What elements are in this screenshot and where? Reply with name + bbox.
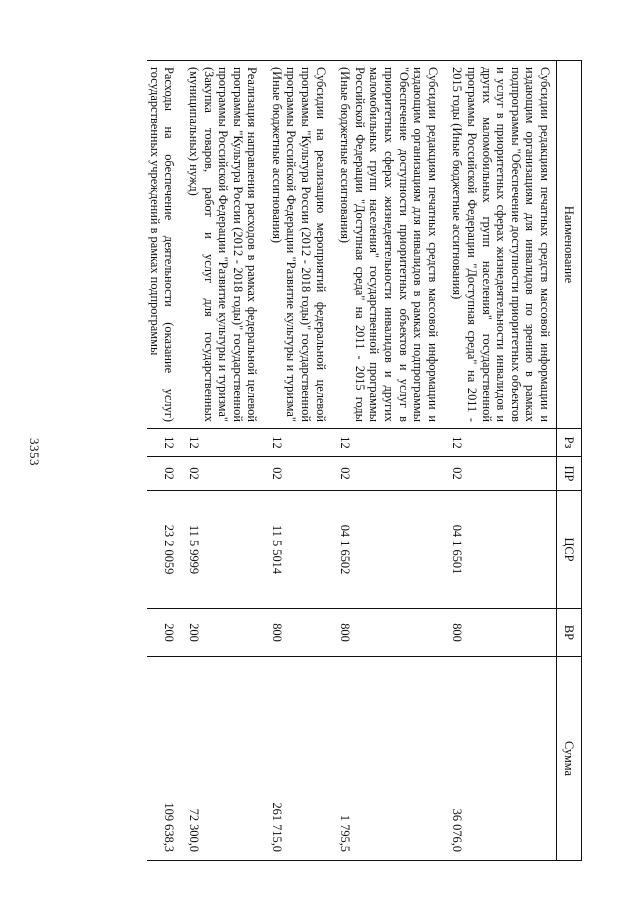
row-sum: 109 638,3 (147, 657, 180, 861)
row-csr: 11 5 5014 (263, 491, 331, 609)
row-rz: 12 (332, 429, 444, 457)
row-vr: 800 (444, 609, 557, 657)
row-csr: 04 1 6501 (444, 491, 557, 609)
budget-table (147, 60, 582, 861)
row-rz: 12 (444, 429, 557, 457)
row-csr: 11 5 9999 (180, 491, 263, 609)
row-vr: 800 (332, 609, 444, 657)
row-csr: 23 2 0059 (147, 491, 180, 609)
row-pr: 02 (263, 457, 331, 491)
row-sum: 72 300,0 (180, 657, 263, 861)
row-name: Расходы на обеспечение деятельности (оказание услуг) государственных учреждений в рамках подпрограммы (147, 61, 180, 429)
row-pr: 02 (332, 457, 444, 491)
row-vr: 200 (147, 609, 180, 657)
row-pr: 02 (180, 457, 263, 491)
row-sum: 261 715,0 (263, 657, 331, 861)
row-rz: 12 (147, 429, 180, 457)
header-pr: ПР (557, 457, 582, 491)
row-rz: 12 (263, 429, 331, 457)
table-row (147, 61, 180, 861)
table-header-row (557, 61, 582, 861)
header-sum: Сумма (557, 657, 582, 861)
row-csr: 04 1 6502 (332, 491, 444, 609)
header-name: Наименование (557, 61, 582, 429)
row-rz: 12 (180, 429, 263, 457)
table-row (332, 61, 444, 861)
page-number: 3353 (27, 438, 42, 466)
header-csr: ЦСР (557, 491, 582, 609)
row-vr: 200 (180, 609, 263, 657)
table-row (444, 61, 557, 861)
row-name: Субсидии редакциям печатных средств массовой информации и издающим организациям для инвалидов в рамках подпрограммы "Обеспечение доступности приоритетных объектов и услуг в приоритетных сферах жизнедеятельности инвалидов и других маломобильных групп населения" государственной программы Российской Федерации "Доступная среда" на 2011 - 2015 годы (Иные бюджетные ассигнования) (332, 61, 444, 429)
row-name: Субсидии редакциям печатных средств массовой информации и издающим организациям для инвалидов по зрению в рамках подпрограммы "Обеспечение доступности приоритетных объектов и услуг в приоритетных сферах жизнедеятельности инвалидов и других маломобильных групп населения" государственной программы Российской Федерации "Доступная среда" на 2011 - 2015 годы (Иные бюджетные ассигнования) (444, 61, 557, 429)
header-rz: Рз (557, 429, 582, 457)
row-sum: 1 795,5 (332, 657, 444, 861)
row-vr: 800 (263, 609, 331, 657)
table-row (263, 61, 331, 861)
row-name: Реализация направления расходов в рамках федеральной целевой программы "Культура России (2012 - 2018 годы)" государственной программы Российской Федерации "Развитие культуры и туризма" (Закупка товаров, работ и услуг для государственных (муниципальных) нужд) (180, 61, 263, 429)
row-pr: 02 (147, 457, 180, 491)
row-name: Субсидии на реализацию мероприятий федеральной целевой программы "Культура России (2012 - 2018 годы)" государственной программы Российской Федерации "Развитие культуры и туризма" (Иные бюджетные ассигнования) (263, 61, 331, 429)
row-pr: 02 (444, 457, 557, 491)
table-row (180, 61, 263, 861)
row-sum: 36 076,0 (444, 657, 557, 861)
header-vr: ВР (557, 609, 582, 657)
